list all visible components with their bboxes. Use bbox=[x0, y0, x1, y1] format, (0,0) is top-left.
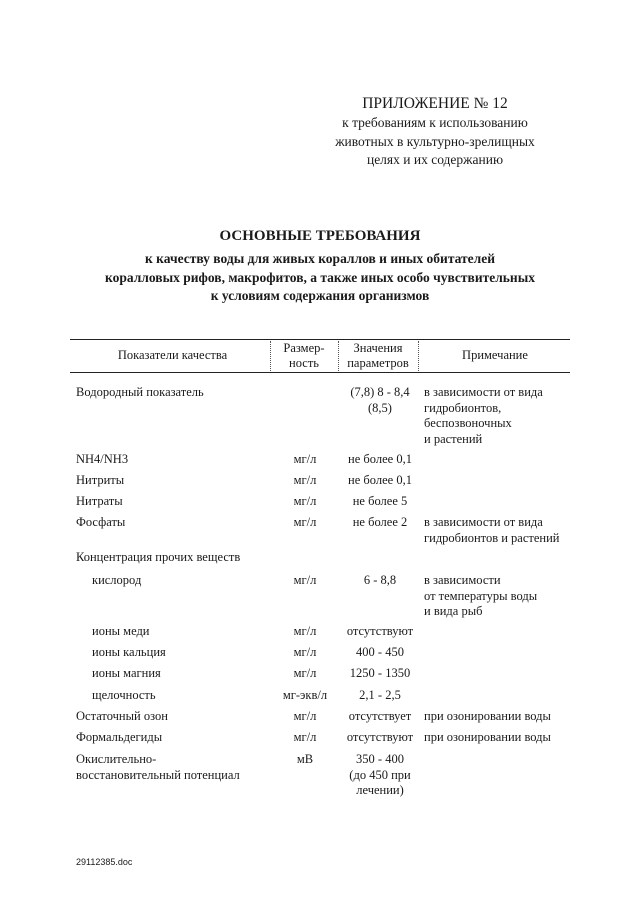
row-note-line: от температуры воды bbox=[424, 588, 538, 603]
row-note-line: беспозвоночных bbox=[424, 416, 512, 430]
row-value bbox=[335, 730, 425, 746]
row-unit: мг/л bbox=[293, 666, 317, 680]
subtitle-line: к качеству воды для живых кораллов и иных обитателей bbox=[145, 251, 495, 266]
row-value-line: 400 - 450 bbox=[356, 645, 404, 659]
appendix-number: ПРИЛОЖЕНИЕ № 12 bbox=[362, 95, 508, 112]
column-divider bbox=[338, 341, 339, 371]
row-value-line: не более 2 bbox=[352, 515, 408, 529]
row-value-line: 1250 - 1350 bbox=[349, 666, 411, 680]
row-value bbox=[335, 385, 425, 416]
row-indicator-line: Остаточный озон bbox=[76, 709, 168, 723]
row-value bbox=[335, 515, 425, 531]
file-name: 29112385.doc bbox=[76, 857, 133, 867]
row-indicator-line: щелочность bbox=[92, 688, 156, 702]
row-indicator bbox=[76, 709, 168, 725]
header-value-line: параметров bbox=[347, 356, 409, 370]
row-indicator bbox=[76, 473, 124, 489]
row-indicator-line: Фосфаты bbox=[76, 515, 126, 529]
row-indicator-line: ионы кальция bbox=[92, 645, 166, 659]
row-indicator bbox=[92, 573, 141, 589]
row-indicator-line: NH4/NH3 bbox=[76, 452, 129, 466]
row-indicator-line: Окислительно- bbox=[76, 752, 157, 766]
row-value bbox=[335, 709, 425, 725]
row-indicator bbox=[92, 624, 150, 640]
subtitle-line: к условиям содержания организмов bbox=[210, 288, 430, 303]
row-indicator bbox=[76, 730, 162, 746]
row-indicator bbox=[92, 666, 161, 682]
row-indicator bbox=[76, 515, 125, 531]
column-divider bbox=[270, 341, 271, 371]
row-indicator-line: Концентрация прочих веществ bbox=[76, 550, 241, 564]
row-value-line: не более 0,1 bbox=[348, 452, 412, 466]
row-unit: мг/л bbox=[293, 709, 317, 723]
row-unit: мг/л bbox=[293, 515, 317, 529]
row-indicator bbox=[92, 645, 166, 661]
row-note-line: и вида рыб bbox=[424, 604, 483, 618]
row-unit: мг/л bbox=[293, 645, 317, 659]
row-note bbox=[424, 730, 551, 746]
table-header-rule bbox=[70, 372, 570, 373]
row-value-line: лечении) bbox=[356, 783, 404, 797]
column-divider bbox=[418, 341, 419, 371]
row-note-line: при озонировании воды bbox=[424, 730, 551, 744]
row-unit: мВ bbox=[296, 752, 314, 766]
row-value-line: (8,5) bbox=[368, 400, 392, 415]
row-note-line: в зависимости bbox=[424, 573, 501, 587]
header-indicator: Показатели качества bbox=[117, 348, 228, 362]
row-value-line: (до 450 при bbox=[349, 767, 411, 782]
row-note bbox=[424, 515, 559, 546]
row-indicator-line: кислород bbox=[92, 573, 142, 587]
row-value bbox=[335, 573, 425, 589]
appendix-line: целях и их содержанию bbox=[366, 152, 504, 167]
row-indicator bbox=[92, 688, 156, 704]
row-value bbox=[335, 624, 425, 640]
row-unit: мг/л bbox=[293, 452, 317, 466]
row-unit: мг-экв/л bbox=[282, 688, 328, 702]
row-unit: мг/л bbox=[293, 730, 317, 744]
row-note bbox=[424, 385, 543, 447]
row-indicator bbox=[76, 452, 128, 468]
row-indicator-line: ионы магния bbox=[92, 666, 161, 680]
row-unit: мг/л bbox=[293, 624, 317, 638]
header-note: Примечание bbox=[462, 348, 528, 362]
row-indicator-line: Нитраты bbox=[76, 494, 123, 508]
row-value bbox=[335, 452, 425, 468]
row-indicator bbox=[76, 494, 123, 510]
row-value-line: 2,1 - 2,5 bbox=[359, 688, 401, 702]
row-value-line: не более 5 bbox=[352, 494, 408, 508]
row-value-line: отсутствует bbox=[348, 709, 412, 723]
header-unit-line: ность bbox=[289, 356, 319, 370]
row-indicator-line: ионы меди bbox=[92, 624, 150, 638]
row-indicator-line: Нитриты bbox=[76, 473, 125, 487]
row-indicator-line: восстановительный потенциал bbox=[76, 767, 240, 782]
row-note bbox=[424, 709, 551, 725]
row-unit: мг/л bbox=[293, 573, 317, 587]
row-note-line: гидробионтов, bbox=[424, 400, 502, 415]
row-note bbox=[424, 573, 537, 620]
row-value-line: 350 - 400 bbox=[356, 752, 404, 766]
row-value bbox=[335, 645, 425, 661]
row-value bbox=[335, 752, 425, 799]
row-value-line: отсутствуют bbox=[346, 624, 414, 638]
header-unit bbox=[272, 341, 336, 371]
row-value bbox=[335, 494, 425, 510]
row-value-line: (7,8) 8 - 8,4 bbox=[350, 385, 410, 399]
row-note-line: в зависимости от вида bbox=[424, 385, 543, 399]
appendix-line: животных в культурно-зрелищных bbox=[335, 133, 535, 149]
row-value bbox=[335, 688, 425, 704]
document-subtitle bbox=[60, 250, 580, 306]
row-indicator bbox=[76, 550, 240, 566]
header-unit-line: Размер- bbox=[283, 341, 325, 355]
row-unit: мг/л bbox=[293, 473, 317, 487]
appendix-block bbox=[300, 94, 570, 170]
row-note-line: при озонировании воды bbox=[424, 709, 551, 723]
row-unit: мг/л bbox=[293, 494, 317, 508]
subtitle-line: коралловых рифов, макрофитов, а также иных особо чувствительных bbox=[105, 269, 535, 285]
row-note-line: в зависимости от вида bbox=[424, 515, 543, 529]
table-top-rule bbox=[70, 339, 570, 340]
row-value bbox=[335, 473, 425, 489]
row-value-line: не более 0,1 bbox=[348, 473, 412, 487]
row-value-line: отсутствуют bbox=[346, 730, 414, 744]
row-indicator bbox=[76, 752, 240, 783]
header-value bbox=[340, 341, 416, 371]
appendix-line: к требованиям к использованию bbox=[342, 115, 528, 130]
row-indicator bbox=[76, 385, 204, 401]
row-value-line: 6 - 8,8 bbox=[363, 573, 397, 587]
row-note-line: гидробионтов и растений bbox=[424, 530, 560, 545]
row-note-line: и растений bbox=[424, 431, 483, 446]
document-title: ОСНОВНЫЕ ТРЕБОВАНИЯ bbox=[219, 228, 421, 244]
row-value bbox=[335, 666, 425, 682]
row-indicator-line: Водородный показатель bbox=[76, 385, 204, 399]
header-value-line: Значения bbox=[353, 341, 403, 355]
row-indicator-line: Формальдегиды bbox=[76, 730, 163, 744]
